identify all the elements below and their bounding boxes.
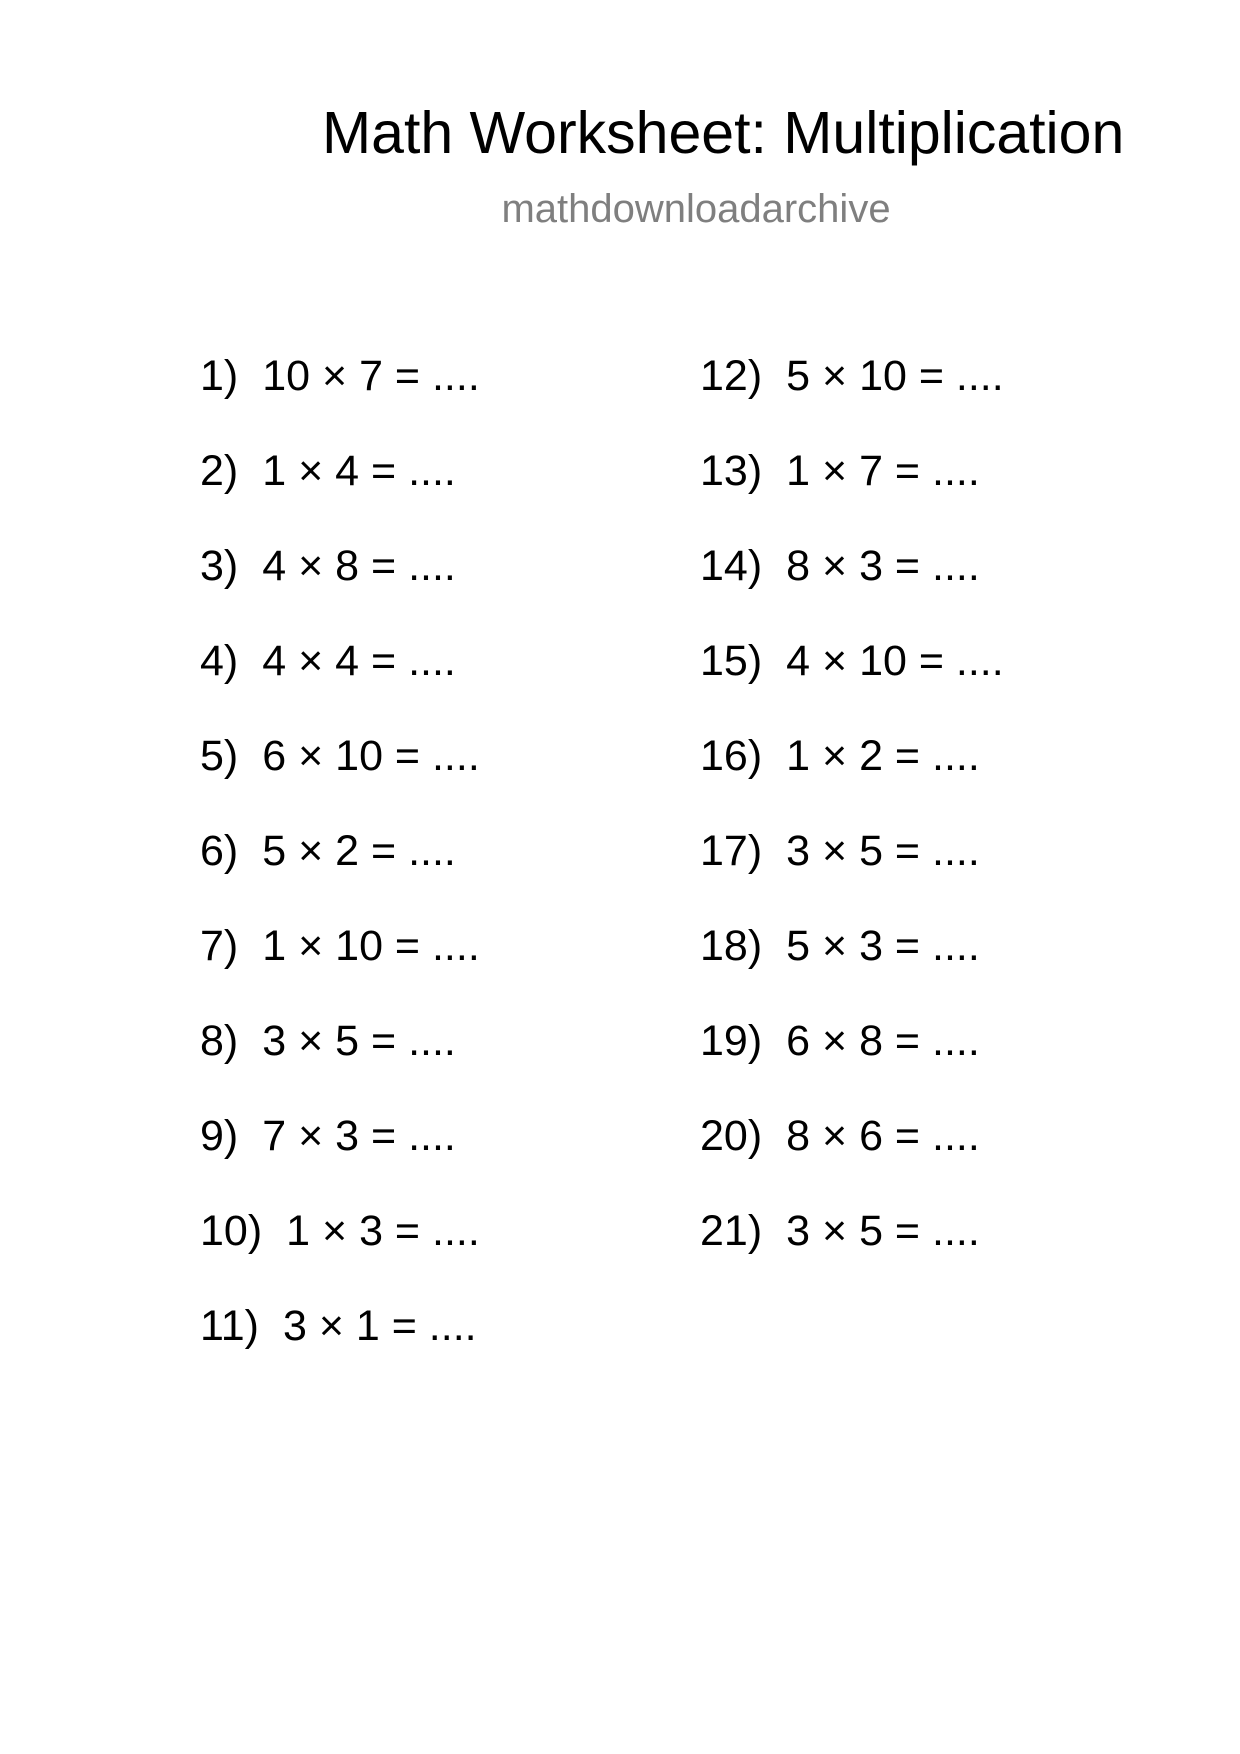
problem-number: 9) [200, 1112, 239, 1160]
problem-item [200, 1298, 480, 1393]
problem-expression: 4 × 10 = .... [786, 637, 1004, 685]
problem-expression: 6 × 10 = .... [262, 732, 480, 780]
problem-item [700, 348, 1004, 443]
page-title: Math Worksheet: Multiplication [322, 100, 1125, 166]
problem-item [700, 633, 1004, 728]
problem-number: 21) [700, 1207, 763, 1255]
problem-number: 15) [700, 637, 763, 685]
problem-item [700, 443, 1004, 538]
problem-expression: 3 × 5 = .... [786, 1207, 980, 1255]
problem-number: 10) [200, 1207, 263, 1255]
problem-expression: 5 × 2 = .... [262, 827, 456, 875]
problem-expression: 3 × 5 = .... [786, 827, 980, 875]
problem-number: 11) [200, 1302, 259, 1350]
problem-number: 4) [200, 637, 239, 685]
problem-item [200, 1203, 480, 1298]
problem-item [200, 1108, 480, 1203]
problem-expression: 4 × 4 = .... [262, 637, 456, 685]
problem-number: 17) [700, 827, 763, 875]
problem-number: 13) [700, 447, 763, 495]
problem-expression: 3 × 5 = .... [262, 1017, 456, 1065]
problem-item [200, 633, 480, 728]
problem-item [200, 348, 480, 443]
problem-number: 18) [700, 922, 763, 970]
page-subtitle: mathdownloadarchive [501, 187, 891, 231]
problem-item [700, 538, 1004, 633]
problem-expression: 8 × 6 = .... [786, 1112, 980, 1160]
problem-number: 8) [200, 1017, 239, 1065]
problem-item [700, 728, 1004, 823]
problem-expression: 7 × 3 = .... [262, 1112, 456, 1160]
problem-column-right [700, 348, 1004, 1298]
problem-number: 7) [200, 922, 239, 970]
problem-number: 5) [200, 732, 239, 780]
problem-item [700, 1013, 1004, 1108]
problem-number: 12) [700, 352, 763, 400]
problem-number: 16) [700, 732, 763, 780]
problem-number: 20) [700, 1112, 763, 1160]
problem-item [700, 918, 1004, 1013]
problem-list [0, 348, 1240, 1348]
problem-number: 3) [200, 542, 239, 590]
problem-number: 19) [700, 1017, 763, 1065]
problem-expression: 4 × 8 = .... [262, 542, 456, 590]
problem-number: 14) [700, 542, 763, 590]
problem-expression: 5 × 10 = .... [786, 352, 1004, 400]
problem-number: 6) [200, 827, 239, 875]
problem-expression: 1 × 2 = .... [786, 732, 980, 780]
problem-expression: 1 × 4 = .... [262, 447, 456, 495]
problem-item [700, 1108, 1004, 1203]
problem-expression: 1 × 10 = .... [262, 922, 480, 970]
problem-item [200, 728, 480, 823]
problem-item [200, 918, 480, 1013]
problem-item [200, 1013, 480, 1108]
problem-expression: 10 × 7 = .... [262, 352, 480, 400]
problem-number: 1) [200, 352, 239, 400]
problem-number: 2) [200, 447, 239, 495]
problem-expression: 1 × 7 = .... [786, 447, 980, 495]
problem-item [200, 443, 480, 538]
problem-expression: 3 × 1 = .... [282, 1302, 477, 1350]
problem-expression: 1 × 3 = .... [286, 1207, 480, 1255]
problem-column-left [200, 348, 480, 1393]
problem-item [700, 1203, 1004, 1298]
problem-item [200, 538, 480, 633]
problem-expression: 6 × 8 = .... [786, 1017, 980, 1065]
problem-item [700, 823, 1004, 918]
problem-item [200, 823, 480, 918]
problem-expression: 8 × 3 = .... [786, 542, 980, 590]
problem-expression: 5 × 3 = .... [786, 922, 980, 970]
